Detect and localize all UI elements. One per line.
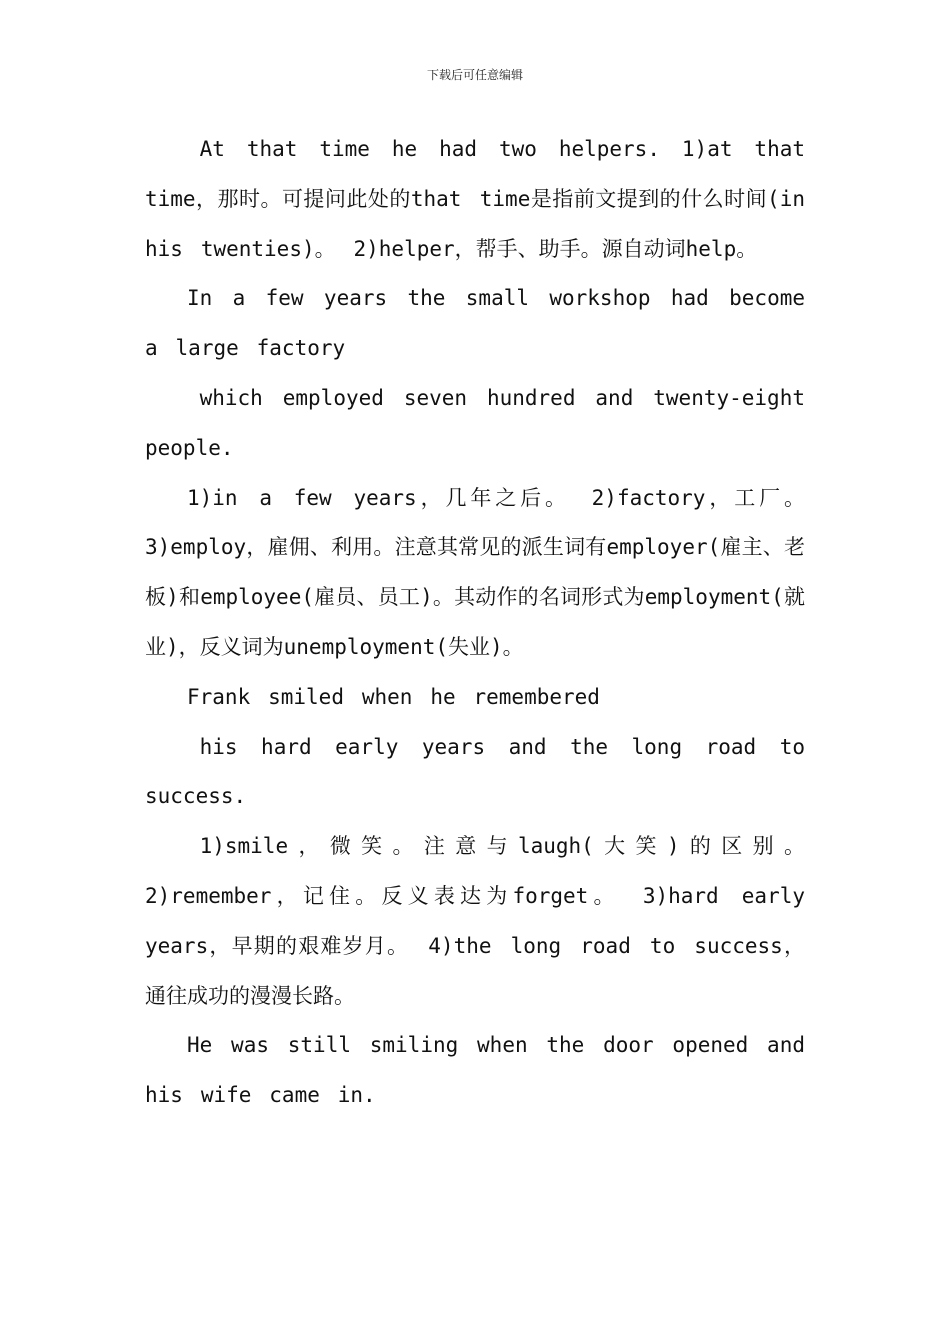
document-body	[145, 125, 805, 1121]
paragraph-5: Frank smiled when he remembered	[187, 684, 600, 709]
paragraph-1: At that time he had two helpers. 1)at that time，那时。可提问此处的that time是指前文提到的什么时间(in his twenties)。 2)helper，帮手、助手。源自动词help。	[145, 137, 805, 261]
paragraph-4: 1)in a few years，几年之后。 2)factory，工厂。 3)employ，雇佣、利用。注意其常见的派生词有employer(雇主、老板)和employee(雇员、员工)。其动作的名词形式为employment(就业)，反义词为unemployment(失业)。	[145, 485, 805, 659]
page-header: 下载后可任意编辑	[426, 68, 523, 82]
paragraph-7: 1)smile，微笑。注意与laugh(大笑)的区别。 2)remember，记住。反义表达为forget。 3)hard early years，早期的艰难岁月。 4)the long road to success，通往成功的漫漫长路。	[145, 834, 805, 1008]
paragraph-2: In a few years the small workshop had become a large factory	[145, 286, 805, 361]
paragraph-6: his hard early years and the long road to success.	[145, 734, 805, 809]
paragraph-8: He was still smiling when the door opened and his wife came in.	[145, 1033, 805, 1108]
paragraph-3: which employed seven hundred and twenty-eight people.	[145, 385, 805, 460]
